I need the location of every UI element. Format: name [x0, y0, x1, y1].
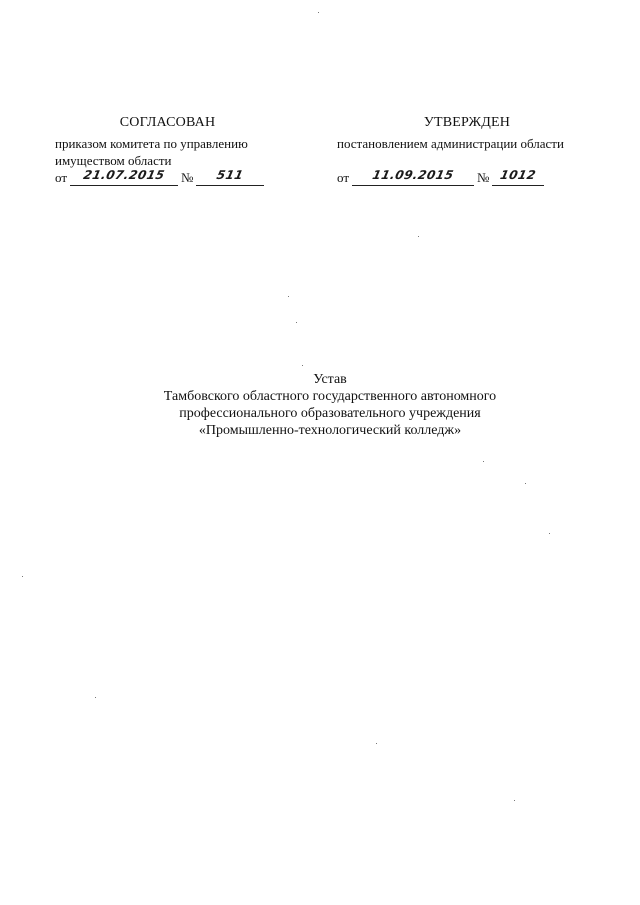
- scan-speck: [95, 697, 96, 698]
- charter-subtitle-line-2: профессионального образовательного учреждения: [179, 406, 481, 421]
- scan-speck: [418, 236, 419, 237]
- approved-date-number-row: [337, 169, 597, 186]
- agreed-number-label: №: [181, 170, 194, 185]
- scan-speck: [288, 296, 289, 297]
- approval-approved-block: [337, 114, 597, 186]
- agreed-heading: СОГЛАСОВАН: [119, 115, 216, 130]
- charter-title-block: [100, 371, 560, 439]
- agreed-from-label: от: [55, 170, 68, 185]
- approved-date-handwritten: 11.09.2015: [371, 168, 456, 182]
- scan-speck: [302, 365, 303, 366]
- scan-speck: [483, 461, 484, 462]
- approved-number-label: №: [477, 170, 490, 185]
- approved-date-blank: [352, 170, 474, 186]
- scan-speck: [376, 743, 377, 744]
- approved-line-1: постановлением администрации области: [337, 136, 564, 151]
- agreed-date-handwritten: 21.07.2015: [82, 168, 167, 182]
- agreed-line-2: имуществом области: [55, 153, 172, 168]
- agreed-date-number-row: [55, 169, 280, 186]
- scan-speck: [549, 533, 550, 534]
- agreed-date-blank: [70, 170, 178, 186]
- approved-from-label: от: [337, 170, 350, 185]
- charter-subtitle-line-1: Тамбовского областного государственного автономного: [163, 389, 497, 404]
- approved-number-handwritten: 1012: [499, 168, 538, 182]
- scan-speck: [514, 800, 515, 801]
- approval-agreed-block: [55, 114, 280, 186]
- agreed-number-blank: [196, 170, 264, 186]
- agreed-line-1: приказом комитета по управлению: [55, 136, 248, 151]
- approved-heading: УТВЕРЖДЕН: [423, 115, 511, 130]
- agreed-number-handwritten: 511: [215, 168, 246, 182]
- scan-speck: [22, 576, 23, 577]
- scan-speck: [318, 12, 319, 13]
- scan-speck: [296, 322, 297, 323]
- charter-title: Устав: [313, 372, 347, 387]
- approved-number-blank: [492, 170, 544, 186]
- scan-speck: [525, 483, 526, 484]
- charter-subtitle-line-3: «Промышленно-технологический колледж»: [198, 423, 462, 438]
